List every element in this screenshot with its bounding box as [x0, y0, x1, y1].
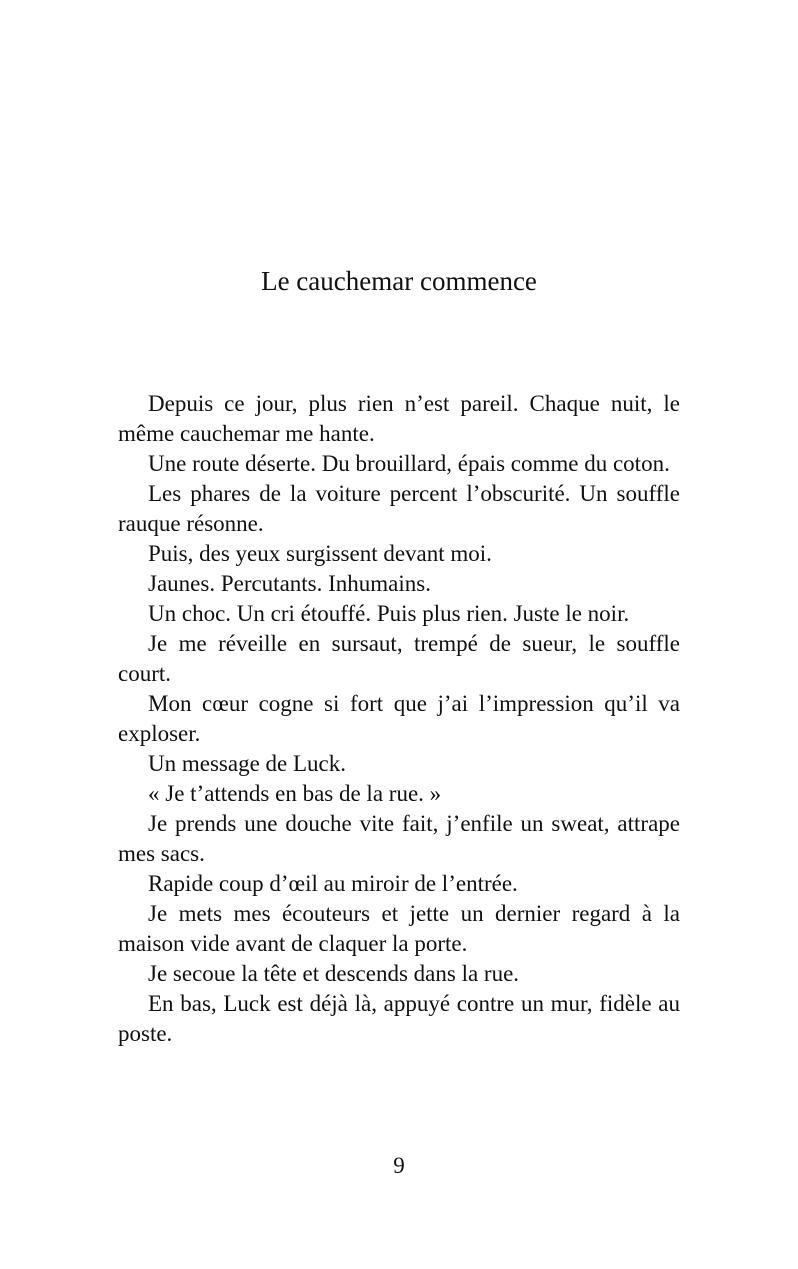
paragraph: Les phares de la voiture percent l’obscurité. Un souffle rauque résonne. — [118, 481, 680, 536]
paragraph: « Je t’attends en bas de la rue. » — [148, 781, 442, 806]
paragraph: Je me réveille en sursaut, trempé de sueur, le souffle court. — [118, 631, 680, 686]
paragraph: Je mets mes écouteurs et jette un dernier regard à la maison vide avant de claquer la porte. — [118, 901, 680, 956]
chapter-title: Le cauchemar commence — [261, 266, 537, 296]
paragraph: Un choc. Un cri étouffé. Puis plus rien. Juste le noir. — [148, 601, 630, 626]
paragraph: Je secoue la tête et descends dans la rue. — [148, 961, 520, 986]
paragraph: Jaunes. Percutants. Inhumains. — [148, 571, 431, 596]
paragraph: Depuis ce jour, plus rien n’est pareil. Chaque nuit, le même cauchemar me hante. — [118, 391, 680, 446]
paragraph: En bas, Luck est déjà là, appuyé contre un mur, fidèle au poste. — [118, 991, 680, 1046]
paragraph: Un message de Luck. — [148, 751, 346, 776]
paragraph: Puis, des yeux surgissent devant moi. — [148, 541, 492, 566]
paragraph: Une route déserte. Du brouillard, épais comme du coton. — [148, 451, 670, 476]
chapter-body — [118, 389, 680, 1049]
paragraph: Rapide coup d’œil au miroir de l’entrée. — [148, 871, 518, 896]
page-number: 9 — [393, 1153, 405, 1178]
paragraph: Mon cœur cogne si fort que j’ai l’impression qu’il va exploser. — [118, 691, 680, 746]
paragraph: Je prends une douche vite fait, j’enfile un sweat, attrape mes sacs. — [118, 811, 680, 866]
